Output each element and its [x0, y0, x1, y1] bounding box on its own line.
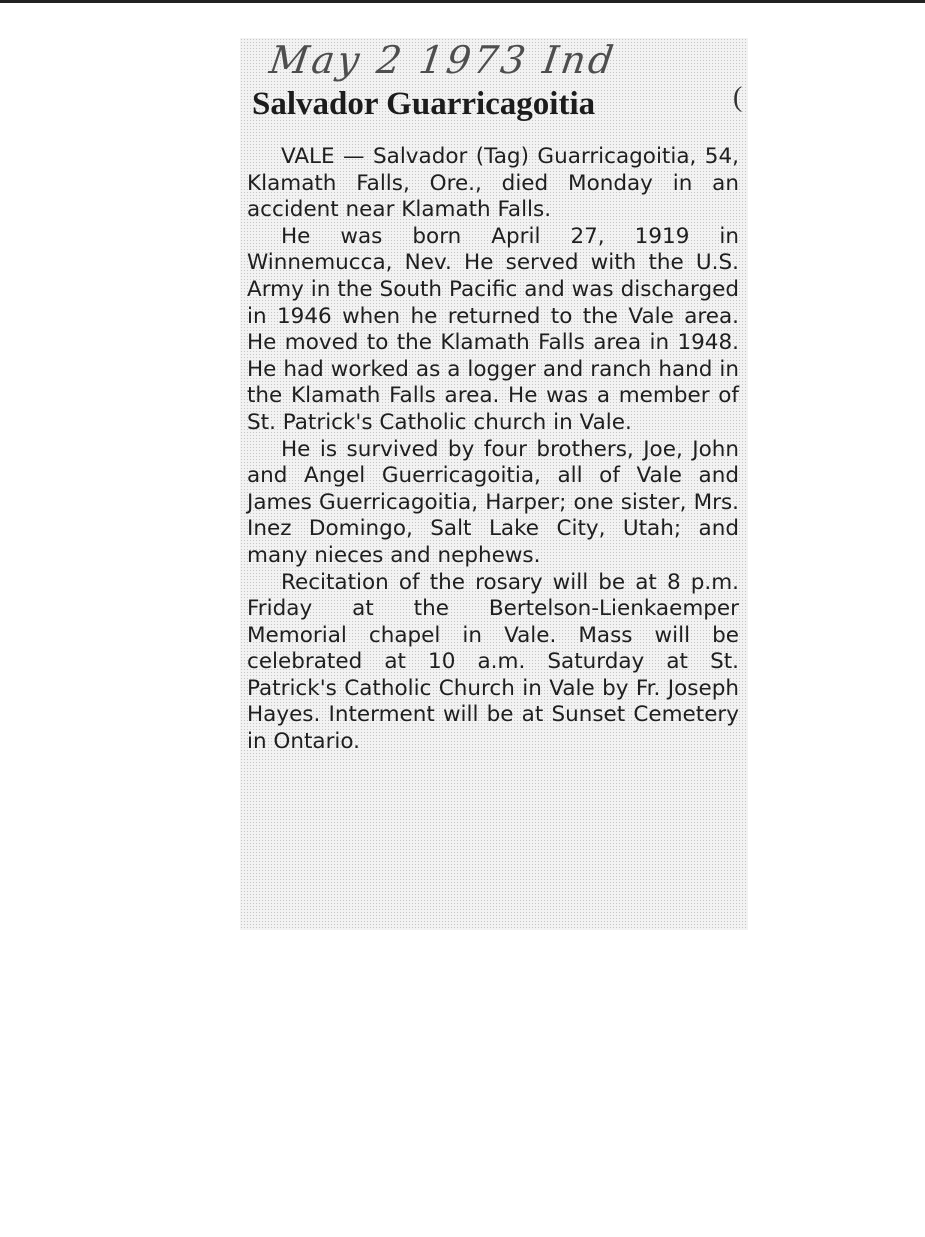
top-border-line: [0, 0, 925, 3]
obituary-body: [247, 144, 739, 756]
paragraph-services: Recitation of the rosary will be at 8 p.m. Friday at the Bertelson-Lienkaemper Memorial chapel in Vale. Mass will be celebrated at 10 a.m. Saturday at St. Patrick's Catholic Church in Vale by Fr. Joseph Hayes. Interment will be at Sunset Cemetery in Ontario.: [247, 569, 739, 755]
handwritten-date-note: May 2 1973 Ind: [266, 38, 620, 82]
clipping-edge-mark: (: [733, 82, 743, 113]
obituary-headline: Salvador Guarricagoitia: [252, 86, 596, 122]
paragraph-survivors: He is survived by four brothers, Joe, John and Angel Guerricagoitia, all of Vale and James Guerricagoitia, Harper; one sister, Mrs. Inez Domingo, Salt Lake City, Utah; and many nieces and nephews.: [247, 436, 739, 568]
paragraph-death-notice: VALE — Salvador (Tag) Guarricagoitia, 54, Klamath Falls, Ore., died Monday in an accident near Klamath Falls.: [247, 144, 739, 223]
paragraph-biography: He was born April 27, 1919 in Winnemucca, Nev. He served with the U.S. Army in the South Pacific and was discharged in 1946 when he returned to the Vale area. He moved to the Klamath Falls area in 1948. He had worked as a logger and ranch hand in the Klamath Falls area. He was a member of St. Patrick's Catholic church in Vale.: [247, 223, 739, 435]
